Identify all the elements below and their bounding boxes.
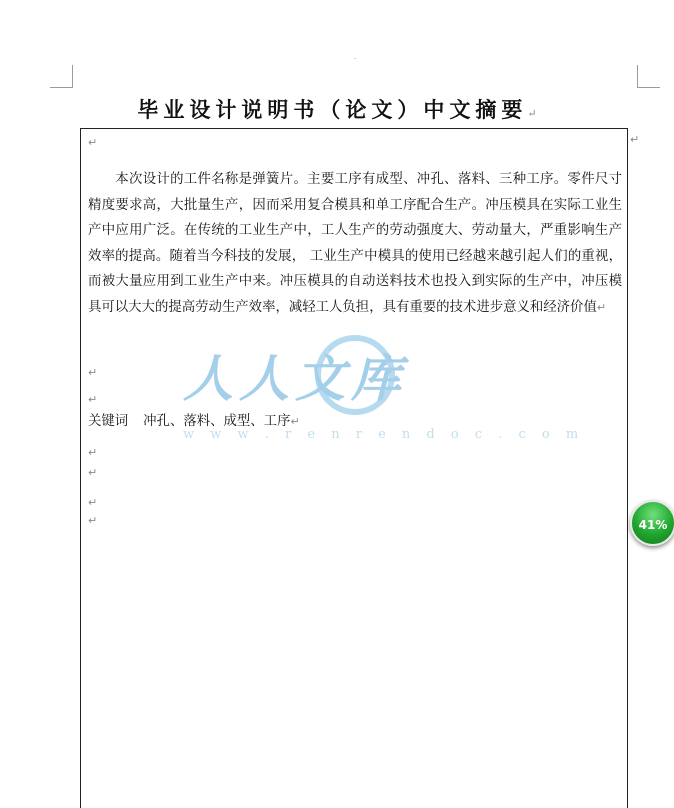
paragraph-mark-icon: ↵ bbox=[596, 300, 607, 314]
paragraph-mark-icon: ↵ bbox=[88, 514, 98, 527]
paragraph-mark-icon: ↵ bbox=[88, 466, 98, 479]
watermark bbox=[183, 335, 585, 445]
keywords-value: 冲孔、落料、成型、工序 bbox=[143, 414, 291, 429]
paragraph-mark-icon: ↵ bbox=[630, 133, 640, 146]
paragraph-mark-icon: ↵ bbox=[290, 415, 300, 428]
crop-mark-top-right bbox=[637, 65, 660, 88]
paragraph-mark-icon: ↵ bbox=[88, 496, 98, 509]
title-text: 毕业设计说明书（论文）中文摘要 bbox=[137, 97, 528, 122]
keywords-label: 关键词 bbox=[88, 414, 129, 429]
watermark-url: w w w . r e n r e n d o c . c o m bbox=[183, 427, 585, 442]
paragraph-mark-icon: ↵ bbox=[88, 446, 98, 459]
progress-badge[interactable]: 41% bbox=[630, 500, 674, 546]
paragraph-mark-icon: ↵ bbox=[88, 393, 98, 406]
abstract-text: 本次设计的工件名称是弹簧片。主要工序有成型、冲孔、落料、三种工序。零件尺寸精度要求高，大批量生产，因而采用复合模具和单工序配合生产。冲压模具在实际工业生产中应用广泛。在传统的工业生产中，工人生产的劳动强度大、劳动量大，严重影响生产效率的提高。随着当今科技的发展， 工业生产中模具的使用已经越来越引起人们的重视，而被大量应用到工业生产中来。冲压模具的自动送料技术也投入到实际的生产中，冲压模具可以大大的提高劳动生产效率，减轻工人负担，具有重要的技术进步意义和经济价值 bbox=[88, 172, 622, 315]
document-title bbox=[0, 94, 674, 124]
header-mark: · bbox=[354, 55, 357, 63]
paragraph-mark-icon: ↵ bbox=[88, 366, 98, 379]
paragraph-mark-icon: ↵ bbox=[527, 107, 537, 120]
watermark-text: 人人文库 bbox=[183, 349, 407, 408]
crop-mark-top-left bbox=[50, 65, 73, 88]
paragraph-mark-icon: ↵ bbox=[88, 136, 98, 149]
abstract-paragraph[interactable] bbox=[88, 167, 622, 321]
